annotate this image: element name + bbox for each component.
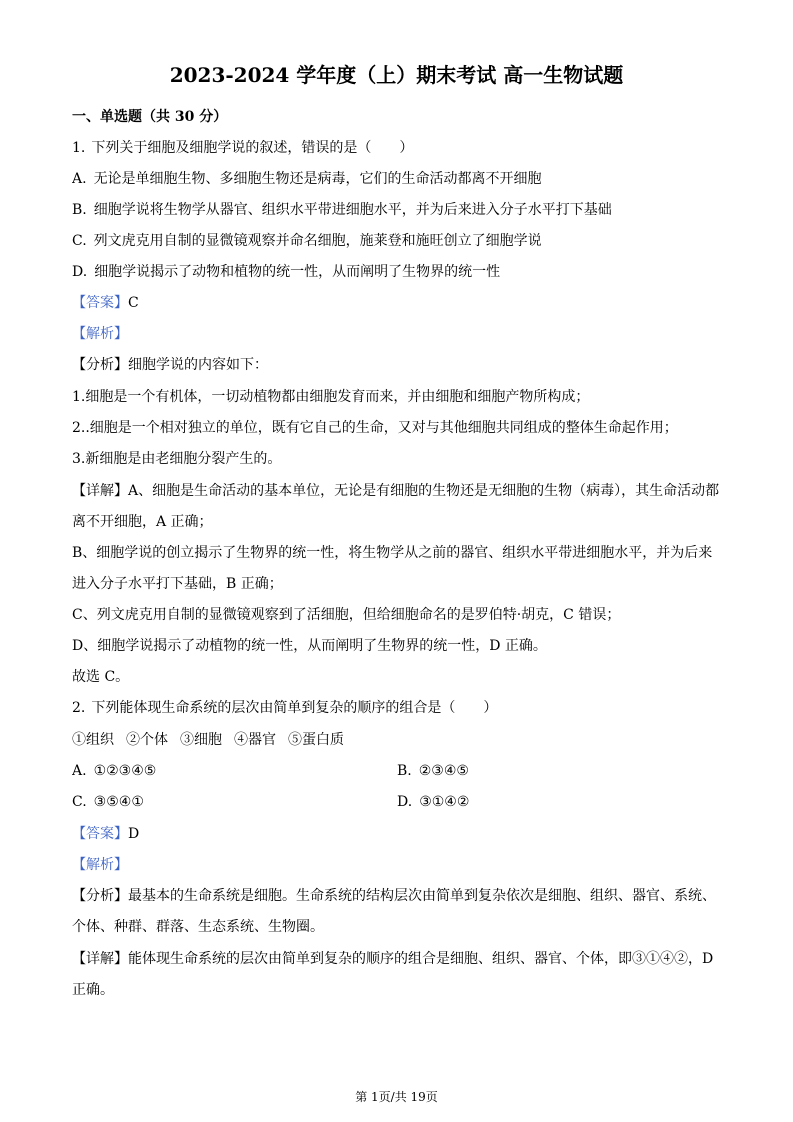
question-items xyxy=(72,730,356,750)
option-d xyxy=(397,792,469,812)
option-text: ③①④② xyxy=(419,794,470,810)
option-a xyxy=(72,169,542,189)
detail-line: D、细胞学说揭示了动植物的统一性，从而阐明了生物界的统一性，D 正确。 xyxy=(72,638,547,654)
analysis-line: 2..细胞是一个相对独立的单位，既有它自己的生命，又对与其他细胞共同组成的整体生命起作用； xyxy=(72,420,678,436)
answer-value: C xyxy=(128,295,139,311)
option-c xyxy=(72,792,144,812)
detail-line: 【详解】能体现生命系统的层次由简单到复杂的顺序的组合是细胞、组织、器官、个体，即③①④②，D xyxy=(72,951,714,967)
item: ①组织 xyxy=(72,732,114,748)
analysis-line: 1.细胞是一个有机体，一切动植物都由细胞发育而来，并由细胞和细胞产物所构成； xyxy=(72,389,590,405)
answer-value: D xyxy=(128,826,140,842)
option-text: ①②③④⑤ xyxy=(93,763,157,779)
answer-line xyxy=(72,824,139,844)
option-label: A. xyxy=(72,171,87,187)
page-title: 2023-2024 学年度（上）期末考试 高一生物试题 xyxy=(169,63,624,87)
detail-line: 正确。 xyxy=(72,982,114,998)
detail-line: 故选 C。 xyxy=(72,669,130,685)
explanation-tag: 【解析】 xyxy=(72,326,128,342)
answer-tag: 【答案】 xyxy=(72,295,128,311)
question-number: 1. xyxy=(72,140,86,156)
option-label: C. xyxy=(72,794,87,810)
item: ③细胞 xyxy=(180,732,222,748)
item: ⑤蛋白质 xyxy=(288,732,344,748)
section-heading: 一、单选题（共 30 分） xyxy=(72,109,228,125)
option-b xyxy=(72,200,612,220)
question-number: 2. xyxy=(72,700,86,716)
analysis-line: 个体、种群、群落、生态系统、生物圈。 xyxy=(72,919,324,935)
option-text: ②③④⑤ xyxy=(418,763,469,779)
answer-line xyxy=(72,293,139,313)
option-d xyxy=(72,262,500,282)
detail-line: 【详解】A、细胞是生命活动的基本单位，无论是有细胞的生物还是无细胞的生物（病毒），其生命活动都 xyxy=(72,483,720,499)
question-2-stem xyxy=(72,698,497,718)
detail-line: 进入分子水平打下基础，B 正确； xyxy=(72,576,283,592)
detail-line: 离不开细胞，A 正确； xyxy=(72,514,213,530)
detail-line: B、细胞学说的创立揭示了生物界的统一性，将生物学从之前的器官、组织水平带进细胞水平，并为后来 xyxy=(72,545,713,561)
option-text: 细胞学说将生物学从器官、组织水平带进细胞水平，并为后来进入分子水平打下基础 xyxy=(93,202,612,218)
option-label: C. xyxy=(72,233,87,249)
option-label: B. xyxy=(397,763,412,779)
option-b xyxy=(397,761,469,781)
answer-tag: 【答案】 xyxy=(72,826,128,842)
explanation-tag: 【解析】 xyxy=(72,857,128,873)
analysis-line: 【分析】最基本的生命系统是细胞。生命系统的结构层次由简单到复杂依次是细胞、组织、器官、系统、 xyxy=(72,888,716,904)
question-1-stem xyxy=(72,138,413,158)
option-text: 细胞学说揭示了动物和植物的统一性，从而阐明了生物界的统一性 xyxy=(94,264,501,280)
option-a xyxy=(72,761,156,781)
option-label: D. xyxy=(397,794,413,810)
option-text: 无论是单细胞生物、多细胞生物还是病毒，它们的生命活动都离不开细胞 xyxy=(93,171,542,187)
option-label: A. xyxy=(72,763,87,779)
option-label: B. xyxy=(72,202,87,218)
option-text: ③⑤④① xyxy=(93,794,144,810)
page-footer: 第 1页/共 19页 xyxy=(355,1090,438,1104)
option-label: D. xyxy=(72,264,88,280)
option-text: 列文虎克用自制的显微镜观察并命名细胞，施莱登和施旺创立了细胞学说 xyxy=(93,233,542,249)
detail-line: C、列文虎克用自制的显微镜观察到了活细胞，但给细胞命名的是罗伯特·胡克，C 错误； xyxy=(72,607,621,623)
analysis-line: 3.新细胞是由老细胞分裂产生的。 xyxy=(72,451,282,467)
option-c xyxy=(72,231,542,251)
item: ②个体 xyxy=(126,732,168,748)
question-text: 下列关于细胞及细胞学说的叙述，错误的是（ ） xyxy=(91,140,414,156)
analysis-line: 【分析】细胞学说的内容如下： xyxy=(72,357,268,373)
item: ④器官 xyxy=(234,732,276,748)
question-text: 下列能体现生命系统的层次由简单到复杂的顺序的组合是（ ） xyxy=(91,700,498,716)
